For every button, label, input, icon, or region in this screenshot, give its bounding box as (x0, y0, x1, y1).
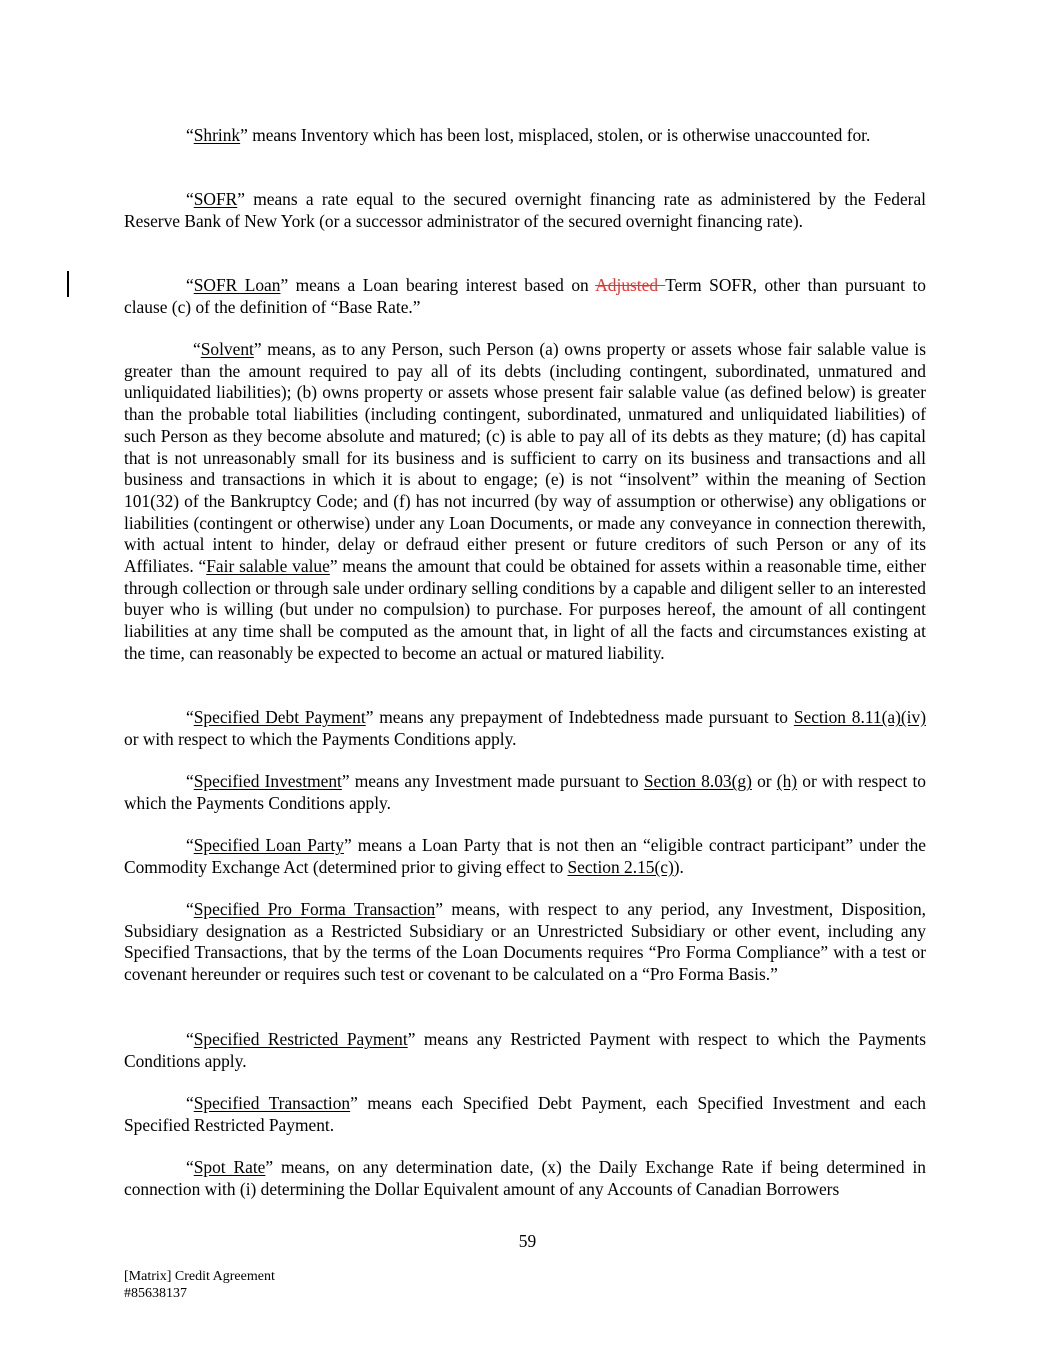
open-quote: “ (186, 899, 194, 919)
definition-text: ” means a rate equal to the secured overnight financing rate as administered by the Federal Reserve Bank of New York (or a successor administrator of the secured overnight financing rate). (124, 189, 926, 231)
definition-sofr-loan (124, 275, 926, 318)
deleted-text: Adjusted (595, 275, 666, 295)
open-quote: “ (186, 835, 194, 855)
document-footer (124, 1268, 275, 1302)
defined-term: Specified Loan Party (193, 835, 344, 855)
definition-text: ” means the amount that could be obtained for assets within a reasonable time, either through collection or through sale under ordinary selling conditions by a capable and diligent seller to an interested buyer who is willing (but under no compulsion) to purchase. For purposes hereof, the amount of all contingent liabilities at any time shall be computed as the amount that, in light of all the facts and circumstances existing at the time, can reasonably be expected to become an actual or matured liability. (124, 556, 926, 663)
defined-term: SOFR Loan (193, 275, 281, 295)
section-reference: Section 8.11(a)(iv) (793, 707, 926, 727)
definition-specified-investment (124, 771, 926, 814)
defined-term: Solvent (200, 339, 254, 359)
definition-text: ” means a Loan bearing interest based on (280, 275, 596, 295)
definition-text: ” means each Specified Debt Payment, each Specified Investment and each Specified Restricted Payment. (124, 1093, 927, 1135)
definition-text: ” means any Restricted Payment with respect to which the Payments Conditions apply. (124, 1029, 927, 1071)
page-number: 59 (518, 1231, 537, 1251)
open-quote: “ (186, 1157, 194, 1177)
open-quote: “ (186, 771, 194, 791)
open-quote: “ (186, 1029, 194, 1049)
open-quote: “ (186, 275, 194, 295)
definition-text: ). (673, 856, 684, 877)
defined-term: Spot Rate (193, 1157, 266, 1177)
definition-text: ” means any prepayment of Indebtedness made pursuant to (365, 707, 794, 727)
definition-specified-transaction (124, 1093, 926, 1136)
defined-term: Shrink (193, 125, 241, 145)
definition-text: ” means, on any determination date, (x) the Daily Exchange Rate if being determined in connection with (i) determining the Dollar Equivalent amount of any Accounts of Canadian Borrowers (124, 1157, 926, 1199)
revision-change-bar (67, 271, 69, 297)
open-quote: “ (186, 189, 194, 209)
definition-shrink (124, 125, 926, 147)
definition-specified-restricted-payment (124, 1029, 926, 1072)
definition-text: ” means, with respect to any period, any Investment, Disposition, Subsidiary designation as a Restricted Subsidiary or an Unrestricted Subsidiary or other event, including any Specified Transactions, that by the terms of the Loan Documents requires “Pro Forma Compliance” with a test or covenant hereunder or requires such test or covenant to be calculated on a “Pro Forma Basis.” (124, 899, 926, 985)
definition-text: ” means, as to any Person, such Person (a) owns property or assets whose fair salable value is greater than the amount required to pay all of its debts (including contingent, subordinated, unmatured and unliquidated liabilities); (b) owns property or assets whose present fair salable value (as defined below) is greater than the probable total liabilities (including contingent, subordinated, unmatured and unliquidated liabilities) of such Person as they become absolute and matured; (c) is able to pay all of its debts as they mature; (d) has capital that is not unreasonably small for its business and is sufficient to carry on its business and transactions and all business and transactions in which it is about to engage; (e) is not “insolvent” within the meaning of Section 101(32) of the Bankruptcy Code; and (f) has not incurred (by way of assumption or otherwise) any obligations or liabilities (contingent or otherwise) under any Loan Documents, or made any conveyance in connection therewith, with actual intent to hinder, delay or defraud either present or future creditors of such Person or any of its Affiliates. “ (124, 339, 926, 577)
defined-term-fair-salable-value: Fair salable value (206, 556, 330, 577)
section-reference: (h) (776, 771, 798, 791)
definition-text: Term SOFR, other than pursuant to clause (c) of the definition of “Base Rate.” (124, 275, 926, 317)
defined-term: Specified Debt Payment (193, 707, 366, 727)
definition-sofr (124, 189, 926, 232)
definition-text: ” means Inventory which has been lost, misplaced, stolen, or is otherwise unaccounted for. (240, 125, 871, 145)
definition-text: ” means any Investment made pursuant to (341, 771, 644, 791)
defined-term: Specified Pro Forma Transaction (193, 899, 436, 919)
defined-term: Specified Transaction (193, 1093, 351, 1113)
defined-term: Specified Investment (193, 771, 342, 791)
open-quote: “ (193, 339, 201, 359)
open-quote: “ (186, 1093, 194, 1113)
section-reference: Section 8.03(g) (643, 771, 752, 791)
open-quote: “ (186, 125, 194, 145)
definition-text: or with respect to which the Payments Conditions apply. (124, 728, 517, 749)
definition-solvent (124, 339, 926, 665)
section-reference: Section 2.15(c) (567, 856, 674, 877)
footer-document-title: [Matrix] Credit Agreement (124, 1269, 275, 1284)
definition-specified-pro-forma-transaction (124, 899, 926, 986)
defined-term: Specified Restricted Payment (193, 1029, 408, 1049)
open-quote: “ (186, 707, 194, 727)
definition-text: or (751, 771, 777, 791)
footer-document-id: #85638137 (124, 1286, 187, 1301)
definition-text: ” means a Loan Party that is not then an “eligible contract participant” under the Commodity Exchange Act (determined prior to giving effect to (124, 835, 926, 877)
defined-term: SOFR (193, 189, 238, 209)
definition-spot-rate (124, 1157, 926, 1200)
definition-text: or with respect to which the Payments Conditions apply. (124, 771, 926, 813)
definition-specified-debt-payment (124, 707, 926, 750)
definition-specified-loan-party (124, 835, 926, 878)
